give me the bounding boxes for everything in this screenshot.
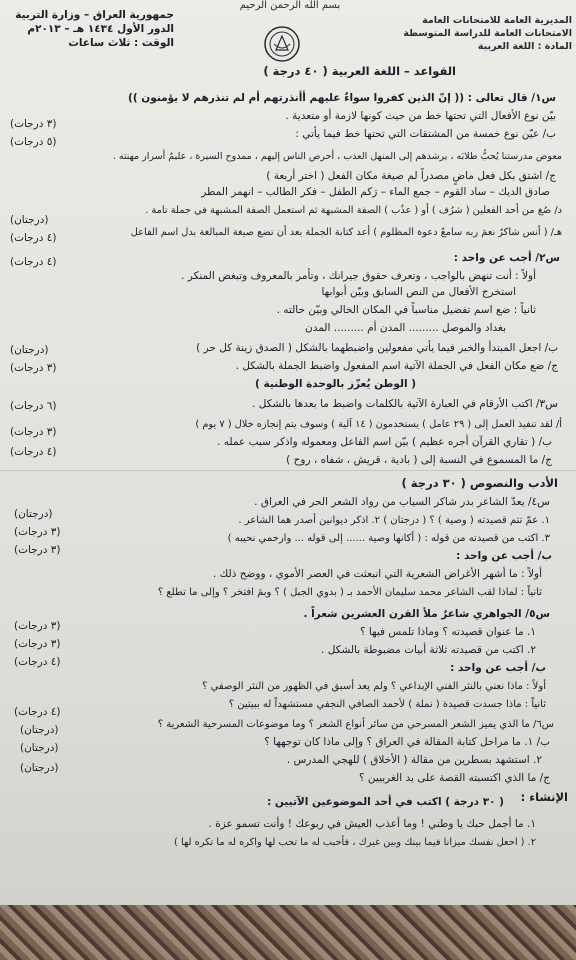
question-line: ج/ ما المسموع في النسبة إلى ( بادية ، قريش ، شفاه ، روح ) [286, 454, 552, 466]
marks-label: (٣ درجات) [10, 118, 57, 130]
marks-label: (٤ درجات) [10, 256, 57, 268]
marks-label: (٤ درجات) [10, 232, 57, 244]
marks-label: (٣ درجات) [14, 638, 61, 650]
question-line: ٣. اكتب من قصيدته من قوله : ( أكانها وصية ...... إلى قوله ... وارحمي نحيبه ) [227, 533, 550, 544]
marks-label: (٤ درجات) [14, 706, 61, 718]
header-left-block [14, 8, 174, 50]
marks-label: (درجتان) [10, 344, 49, 356]
question-line: ج/ اشتق بكل فعل ماضٍ مصدراً لم صيغة مكان الفعل ( اختر أربعة ) [266, 170, 556, 182]
question-line: ب/ ١. ما مراحل كتابة المقالة في العراق ؟ وإلى ماذا كان توجهها ؟ [264, 736, 550, 748]
question-line: بغداد والموصل ......... المدن أم ......... المدن [305, 322, 506, 334]
section-grammar-title: القواعد – اللغة العربية ( ٤٠ درجة ) [263, 64, 456, 78]
question-line: أولاً : ماذا نعني بالنثر الفني الإبداعي ؟ ولم يعد أسبق في الظهور من النثر الوصفي ؟ [202, 681, 546, 692]
question-line: ٢. اكتب من قصيدته ثلاثة أبيات مضبوطة بالشكل . [321, 644, 536, 656]
question-line: س١/ قال تعالى : (( إنّ الذين كفروا سواءٌ عليهم أأنذرتهم أم لم تنذرهم لا يؤمنون )) [128, 92, 556, 104]
question-line: د/ صُغ من أحد الفعلين ( شرُف ) أو ( عذُب ) الصفة المشبهة ثم استعمل الصفة المشبهة في جملة تامة . [145, 205, 562, 216]
header-right-line: المادة : اللغة العربية [477, 41, 572, 52]
question-line: س٥/ الجواهري شاعرٌ ملأ القرن العشرين شعراً . [303, 608, 550, 620]
question-line: س٢/ أجب عن واحد : [453, 252, 560, 264]
marks-label: (درجتان) [20, 724, 59, 736]
question-line: استخرج الأفعال من النص السابق وبيّن أبوابها [321, 286, 516, 298]
question-line: ب/ أجب عن واحد : [456, 550, 552, 562]
marks-label: (٦ درجات) [10, 400, 57, 412]
marks-label: (٣ درجات) [14, 526, 61, 538]
question-line: ( الوطن يُعزّز بالوحدة الوطنية ) [255, 378, 416, 390]
question-line: هـ/ ( أنس شاكرٌ نعمَ ربه سامعٌ دعوة المظلوم ) أعد كتابة الجملة بعد أن تضع صيغة المبالغة بدل اسم الفاعل [130, 227, 562, 238]
question-line: أولاً : ما أشهر الأغراض الشعرية التي انبعثت في العصر الأموي ، ووضح ذلك . [212, 568, 542, 580]
question-line: س٣/ اكتب الأرقام في العبارة الآتية بالكلمات واضبط ما بعدها بالشكل . [252, 398, 558, 410]
question-line: ب/ اجعل المبتدأ والخبر فيما يأتي مفعولين واضبطهما بالشكل ( الصدق زينة كل حر ) [196, 342, 558, 354]
header-right-block [402, 14, 572, 53]
question-line: س٤/ يعدّ الشاعر بدر شاكر السياب من رواد الشعر الحر في العراق . [254, 496, 550, 508]
question-line: بيّن نوع الأفعال التي تحتها خط من حيث كونها لازمة أو متعدية . [285, 110, 556, 122]
basmala: بسم الله الرحمن الرحيم [239, 0, 341, 11]
header-right-line: الامتحانات العامة للدراسة المتوسطة [403, 28, 572, 39]
question-line: ب/ أجب عن واحد : [450, 662, 546, 674]
question-line: ثانياً : لماذا لقب الشاعر محمد سليمان الأحمد بـ ( بدوي الجبل ) ؟ وبمَ افتخر ؟ وإلى ما تطلع ؟ [157, 587, 542, 598]
header-left-line: جمهورية العراق – وزارة التربية [15, 9, 174, 21]
question-line: ثانياً : ضع اسم تفضيل مناسباً في المكان الخالي وبيّن حالته . [276, 304, 536, 316]
question-line: ج/ ما الذي اكتسبته القصة على يد الغربيين ؟ [359, 772, 550, 784]
question-line: معوض مدرستنا يُحبُّ طلابَه ، يرشدهم إلى المنهل العذب ، أحرص الناس إليهم ، ممدوح السيرة ، عليمٌ أسرار مهنته . [112, 151, 562, 162]
question-line: أ/ لقد تنفيذ العمل إلى ( ٢٩ عامل ) يستخدمون ( ١٤ آلية ) وسوف يتم إنجازه خلال ( ٧ يوم ) [195, 419, 562, 430]
background-blanket [0, 905, 576, 960]
question-line: ب/ عيّن نوع خمسة من المشتقات التي تحتها خط فيما يأتي : [295, 128, 556, 140]
marks-label: (٣ درجات) [14, 544, 61, 556]
question-line: ج/ ضع مكان الفعل في الجملة الآتية اسم المفعول واضبط الجملة بالشكل . [235, 360, 558, 372]
question-line: ١. عمّ تتم قصيدته ( وصية ) ؟ ( درجتان ) ٢. اذكر ديوانين أصدر هما الشاعر . [238, 515, 550, 526]
question-line: ١. ما أجمل حبك يا وطني ! وما أعذب العيش في ربوعك ! وأنت تسمو عزة . [208, 818, 536, 830]
header-left-line: الوقت : ثلاث ساعات [68, 37, 174, 49]
question-line: صادق الديك – ساد القوم – جمع الماء – رَكم الطفل – فكر الطالب – انهمر المطر [201, 186, 550, 198]
marks-label: (٤ درجات) [10, 446, 57, 458]
header-left-line: الدور الأول ١٤٣٤ هـ – ٢٠١٣م [27, 23, 174, 35]
question-line: ١. ما عنوان قصيدته ؟ وماذا تلمس فيها ؟ [359, 626, 536, 638]
question-line: س٦/ ما الذي يميز الشعر المسرحي من سائر أنواع الشعر ؟ وما موضوعات المسرحية الشعرية ؟ [157, 719, 554, 730]
marks-label: (٤ درجات) [14, 656, 61, 668]
question-line: ( ٣٠ درجة ) اكتب في أحد الموضوعين الآتيين : [267, 796, 504, 808]
marks-label: (٣ درجات) [10, 362, 57, 374]
iraq-emblem-icon [262, 24, 302, 64]
question-line: ٢. استشهد بسطرين من مقالة ( الأخلاق ) للهجي المدرس . [286, 754, 542, 766]
question-line: ٢. ( احعل نفسك ميزانا فيما بينك وبين غيرك ، فأحبب له ما تحب لها واكره له ما تكره لها ) [174, 837, 536, 848]
marks-label: (درجتان) [14, 508, 53, 520]
question-line: أولاً : أنت تنهض بالواجب ، وتعرف حقوق جيرانك ، وتأمر بالمعروف وتبغض المنكر . [181, 270, 536, 282]
question-line: ب/ ( تقاري القرآن أجره عظيم ) بيّن اسم الفاعل ومعموله واذكر سبب عمله . [217, 436, 552, 448]
marks-label: (٥ درجات) [10, 136, 57, 148]
marks-label: (٣ درجات) [10, 426, 57, 438]
paper-fold [0, 470, 576, 471]
marks-label: (٣ درجات) [14, 620, 61, 632]
question-line: ثانياً : ماذا جسدت قصيدة ( نملة ) لأحمد الصافي النجفي مستشهداً له ببيتين ؟ [228, 699, 546, 710]
section-composition-title: الإنشاء : [520, 790, 568, 804]
header-right-line: المديرية العامة للامتحانات العامة [422, 15, 572, 26]
marks-label: (درجتان) [20, 762, 59, 774]
marks-label: (درجتان) [20, 742, 59, 754]
marks-label: (درجتان) [10, 214, 49, 226]
section-literature-title: الأدب والنصوص ( ٣٠ درجة ) [401, 476, 558, 490]
